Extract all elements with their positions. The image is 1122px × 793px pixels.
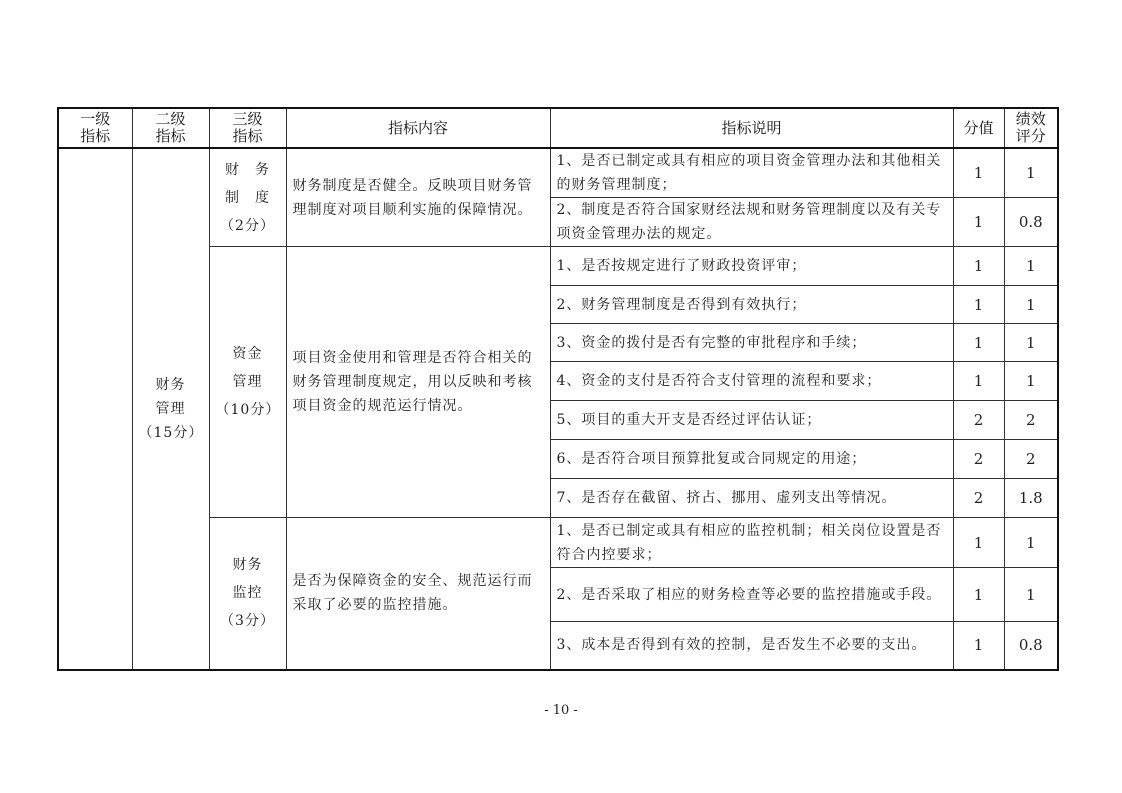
explanation-cell: 2、是否采取了相应的财务检查等必要的监控措施或手段。 <box>550 568 953 622</box>
rating-cell: 1 <box>1004 247 1058 286</box>
header-level3: 三级 指标 <box>209 108 286 148</box>
header-content: 指标内容 <box>286 108 550 148</box>
level3-cell: 财 务 制 度 （2分） <box>209 148 286 247</box>
explanation-cell: 6、是否符合项目预算批复或合同规定的用途； <box>550 440 953 479</box>
level3-cell: 财务 监控 （3分） <box>209 518 286 670</box>
score-cell: 1 <box>953 568 1004 622</box>
table-row <box>58 148 1058 198</box>
content-cell: 是否为保障资金的安全、规范运行而采取了必要的监控措施。 <box>286 518 550 670</box>
rating-cell: 1 <box>1004 362 1058 401</box>
explanation-cell: 3、成本是否得到有效的控制，是否发生不必要的支出。 <box>550 622 953 670</box>
score-cell: 1 <box>953 247 1004 286</box>
explanation-cell: 7、是否存在截留、挤占、挪用、虚列支出等情况。 <box>550 479 953 518</box>
explanation-cell: 5、项目的重大开支是否经过评估认证； <box>550 401 953 440</box>
explanation-cell: 2、制度是否符合国家财经法规和财务管理制度以及有关专项资金管理办法的规定。 <box>550 198 953 247</box>
score-cell: 1 <box>953 148 1004 198</box>
explanation-cell: 1、是否按规定进行了财政投资评审； <box>550 247 953 286</box>
indicator-table <box>57 107 1059 671</box>
level3-cell: 资金 管理 （10分） <box>209 247 286 518</box>
table-header-row <box>58 108 1058 148</box>
rating-cell: 2 <box>1004 440 1058 479</box>
score-cell: 1 <box>953 198 1004 247</box>
score-cell: 1 <box>953 324 1004 362</box>
header-explanation: 指标说明 <box>550 108 953 148</box>
header-level2: 二级 指标 <box>132 108 209 148</box>
explanation-cell: 4、资金的支付是否符合支付管理的流程和要求； <box>550 362 953 401</box>
content-cell: 项目资金使用和管理是否符合相关的财务管理制度规定，用以反映和考核项目资金的规范运行情况。 <box>286 247 550 518</box>
explanation-cell: 2、财务管理制度是否得到有效执行； <box>550 286 953 324</box>
rating-cell: 1 <box>1004 324 1058 362</box>
score-cell: 1 <box>953 362 1004 401</box>
score-cell: 1 <box>953 518 1004 568</box>
score-cell: 2 <box>953 440 1004 479</box>
rating-cell: 2 <box>1004 401 1058 440</box>
score-cell: 1 <box>953 286 1004 324</box>
explanation-cell: 3、资金的拨付是否有完整的审批程序和手续； <box>550 324 953 362</box>
explanation-cell: 1、是否已制定或具有相应的监控机制；相关岗位设置是否符合内控要求； <box>550 518 953 568</box>
score-cell: 2 <box>953 479 1004 518</box>
page-number: - 10 - <box>544 703 578 718</box>
rating-cell: 1 <box>1004 518 1058 568</box>
header-rating: 绩效 评分 <box>1004 108 1058 148</box>
score-cell: 1 <box>953 622 1004 670</box>
level1-cell <box>58 148 132 670</box>
header-level1: 一级 指标 <box>58 108 132 148</box>
rating-cell: 1 <box>1004 568 1058 622</box>
rating-cell: 1 <box>1004 148 1058 198</box>
rating-cell: 1.8 <box>1004 479 1058 518</box>
score-cell: 2 <box>953 401 1004 440</box>
explanation-cell: 1、是否已制定或具有相应的项目资金管理办法和其他相关的财务管理制度； <box>550 148 953 198</box>
rating-cell: 0.8 <box>1004 198 1058 247</box>
content-cell: 财务制度是否健全。反映项目财务管理制度对项目顺利实施的保障情况。 <box>286 148 550 247</box>
rating-cell: 1 <box>1004 286 1058 324</box>
header-score: 分值 <box>953 108 1004 148</box>
rating-cell: 0.8 <box>1004 622 1058 670</box>
level2-cell: 财务 管理 （15分） <box>132 148 209 670</box>
